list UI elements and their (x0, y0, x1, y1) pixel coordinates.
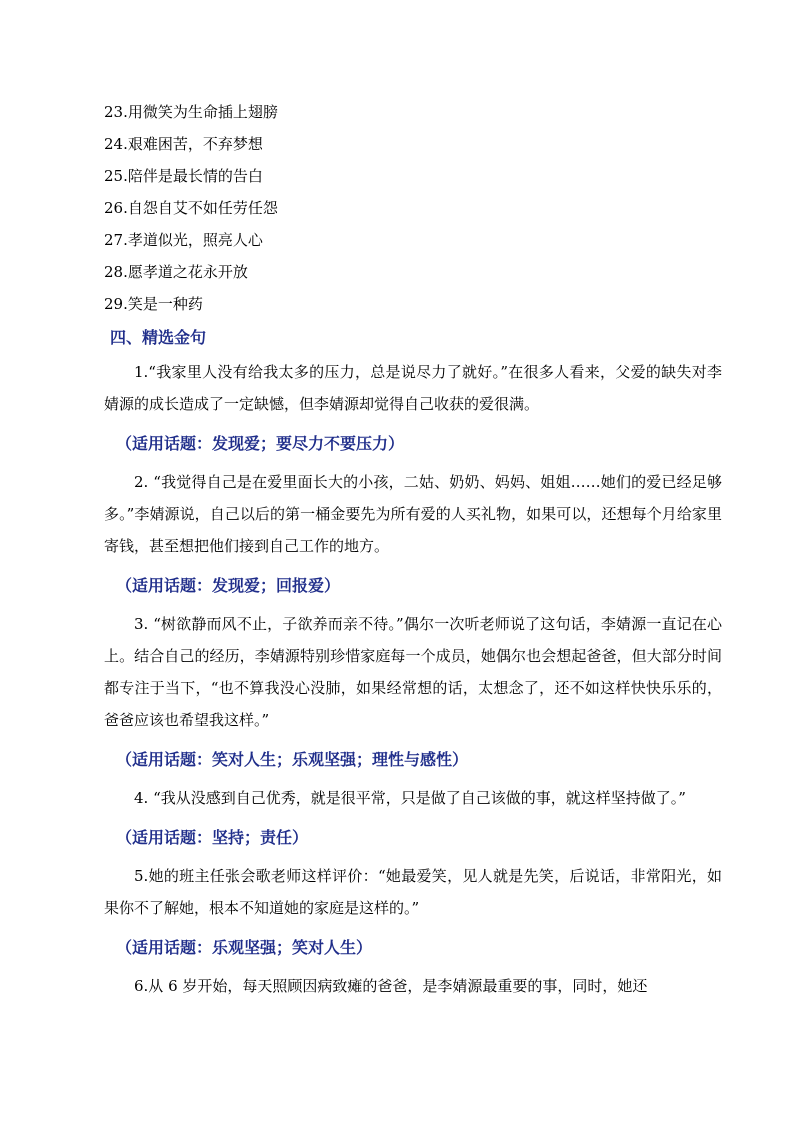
list-item: 24.艰难困苦，不弃梦想 (104, 135, 263, 153)
list-item: 28.愿孝道之花永开放 (104, 263, 248, 281)
list-item: 25.陪伴是最长情的告白 (104, 167, 263, 185)
document-page (104, 96, 722, 1002)
list-item: 27.孝道似光，照亮人心 (104, 231, 263, 249)
section-heading: 四、精选金句 (110, 328, 207, 347)
quote-paragraph: 5.她的班主任张会歌老师这样评价：“她最爱笑，见人就是先笑，后说话，非常阳光，如果你不了解她，根本不知道她的家庭是这样的。” (104, 867, 722, 917)
topic-label: （适用话题：笑对人生；乐观坚强；理性与感性） (116, 750, 469, 769)
list-item: 26.自怨自艾不如任劳任怨 (104, 199, 278, 217)
quote-paragraph: 6.从 6 岁开始，每天照顾因病致瘫的爸爸，是李婧源最重要的事，同时，她还 (134, 977, 648, 995)
quote-paragraph: 1.“我家里人没有给我太多的压力，总是说尽力了就好。”在很多人看来，父爱的缺失对李婧源的成长造成了一定缺憾，但李婧源却觉得自己收获的爱很满。 (104, 363, 722, 413)
list-item: 29.笑是一种药 (104, 295, 203, 313)
quote-list (104, 356, 722, 1002)
topic-label: （适用话题：发现爱；要尽力不要压力） (116, 434, 405, 453)
topic-label: （适用话题：乐观坚强；笑对人生） (116, 938, 373, 957)
topic-label: （适用话题：发现爱；回报爱） (116, 576, 341, 595)
quote-paragraph: 3. “树欲静而风不止，子欲养而亲不待。”偶尔一次听老师说了这句话，李婧源一直记在心上。结合自己的经历，李婧源特别珍惜家庭每一个成员，她偶尔也会想起爸爸，但大部分时间都专注于当下，“也不算我没心没肺，如果经常想的话，太想念了，还不如这样快快乐乐的，爸爸应该也希望我这样。” (104, 615, 722, 729)
quote-paragraph: 2. “我觉得自己是在爱里面长大的小孩，二姑、奶奶、妈妈、姐姐……她们的爱已经足够多。”李婧源说，自己以后的第一桶金要先为所有爱的人买礼物，如果可以，还想每个月给家里寄钱，甚至想把他们接到自己工作的地方。 (104, 473, 722, 555)
list-item: 23.用微笑为生命插上翅膀 (104, 103, 278, 121)
quote-paragraph: 4. “我从没感到自己优秀，就是很平常，只是做了自己该做的事，就这样坚持做了。” (134, 789, 686, 807)
slogan-list (104, 96, 722, 320)
topic-label: （适用话题：坚持；责任） (116, 828, 309, 847)
